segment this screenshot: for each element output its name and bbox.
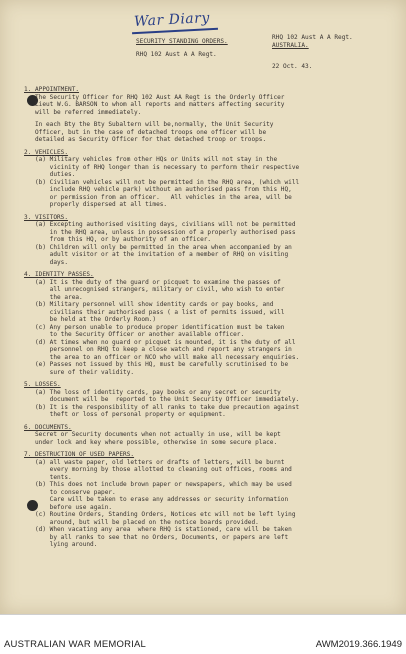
body-line: to the Security Officer or another available officer. [24,331,245,338]
body-line: sure of their validity. [24,368,135,376]
body-line: (a) Excepting authorised visiting days, civilians will not be permitted [24,221,296,228]
body-line: or permission from an officer. All vehicles in the area, will be [24,193,292,201]
unit-location: AUSTRALIA. [272,42,309,49]
body-line: The Security Officer for RHQ 102 Aust AA Regt is the Orderly Officer [24,93,285,101]
body-line: Secret or Security documents when not actually in use, will be kept [24,431,281,438]
body-line: (c) Routine Orders, Standing Orders, Notices etc will not be left lying [24,511,296,518]
document-body [24,86,396,549]
body-line: (a) The loss of identity cards, pay books or any secret or security [24,388,281,396]
body-line: document will be reported to the Unit Security Officer immediately. [24,396,300,403]
section-heading: 4. IDENTITY PASSES. [24,271,94,278]
body-line: the area. [24,293,83,301]
body-line: before use again. [24,503,113,511]
section-heading: 2. VEHICLES. [24,148,69,156]
body-line: Care will be taken to erase any addresses or security information [24,496,289,503]
body-line: every morning by those allotted to cleaning out offices, rooms and [24,466,292,473]
handwritten-annotation: War Diary [133,10,211,30]
footer-accession: AWM2019.366.1949 [315,639,402,650]
body-line: personnel on RHQ to keep a close watch and report any strangers in [24,346,292,353]
body-line: civilians their authorised pass ( a list of permits issued, will [24,308,285,316]
body-line: In each Bty the Bty Subaltern will be,normally, the Unit Security [24,121,274,128]
section-heading: 7. DESTRUCTION OF USED PAPERS. [24,451,135,458]
body-line: will be referred immediately. [24,108,142,116]
body-line: (a) Military vehicles from other HQs or Units will not stay in the [24,156,278,163]
body-line: to conserve paper. [24,488,116,496]
body-line: (e) Passes not issued by this HQ, must be carefully scrutinised to be [24,361,289,368]
body-line: vicinity of RHQ longer than is necessary to perform their respective [24,163,300,171]
body-line: detailed as Security Officer for that detached troop or troops. [24,136,267,143]
body-line: (b) Civilian vehicles will not be permitted in the RHQ area, (which will [24,178,300,186]
section-heading: 3. VISITORS. [24,213,69,221]
body-line: all unrecognised strangers, military or civil, who wish to enter [24,286,285,293]
body-line: by all ranks to see that no Orders, Documents, or papers are left [24,533,289,541]
body-line: (b) It is the responsibility of all ranks to take due precaution against [24,403,300,411]
document-reference: RHQ 102 Aust A A Regt. [136,51,217,58]
body-line: theft or loss of personal property or equipment. [24,411,226,418]
body-line: around, but will be placed on the notice boards provided. [24,518,259,526]
body-line: (b) Children will only be permitted in the area when accompanied by an [24,243,292,251]
body-line: include RHQ vehicle park) without an authorised pass from this HQ, [24,186,292,193]
section-heading: 6. DOCUMENTS. [24,423,72,431]
body-line: (b) This does not include brown paper or newspapers, which may be used [24,481,292,488]
body-line: from this HQ, or by authority of an officer. [24,236,212,243]
body-line: (a) It is the duty of the guard or picquet to examine the passes of [24,278,281,286]
body-line: (d) When vacating any area where RHQ is stationed, care will be taken [24,526,292,533]
body-line: in the RHQ area, unless in possession of a properly authorised pass [24,228,296,236]
footer-bar [0,614,406,654]
body-line: adult visitor or at the invitation of a member of RHQ on visiting [24,251,289,258]
section-heading: 1. APPOINTMENT. [24,86,80,93]
body-line: (b) Military personnel will show identity cards or pay books, and [24,301,274,308]
section-heading: 5. LOSSES. [24,381,61,388]
body-line: Officer, but in the case of detached troops one officer will be [24,128,267,136]
document-title: SECURITY STANDING ORDERS. [136,38,228,45]
unit-header: RHQ 102 Aust A A Regt. [272,34,353,41]
footer-credit: AUSTRALIAN WAR MEMORIAL [4,639,147,650]
body-line: under lock and key where possible, otherwise in some secure place. [24,438,278,446]
document-date: 22 Oct. 43. [272,63,313,70]
body-line: Lieut W.G. BARSON to whom all reports and matters affecting security [24,101,285,108]
body-line: days. [24,258,69,266]
body-line: (d) At times when no guard or picquet is mounted, it is the duty of all [24,338,296,346]
body-line: (a) all waste paper, old letters or drafts of letters, will be burnt [24,458,285,466]
body-line: be held at the Orderly Room.) [24,316,157,323]
body-line: tents. [24,473,72,481]
body-line: properly dispersed at all times. [24,201,168,208]
body-line: the area to an officer or NCO who will make all necessary enquiries. [24,353,300,361]
body-line: duties. [24,171,76,178]
body-line: (c) Any person unable to produce proper identification must be taken [24,323,285,331]
body-line: lying around. [24,541,98,548]
